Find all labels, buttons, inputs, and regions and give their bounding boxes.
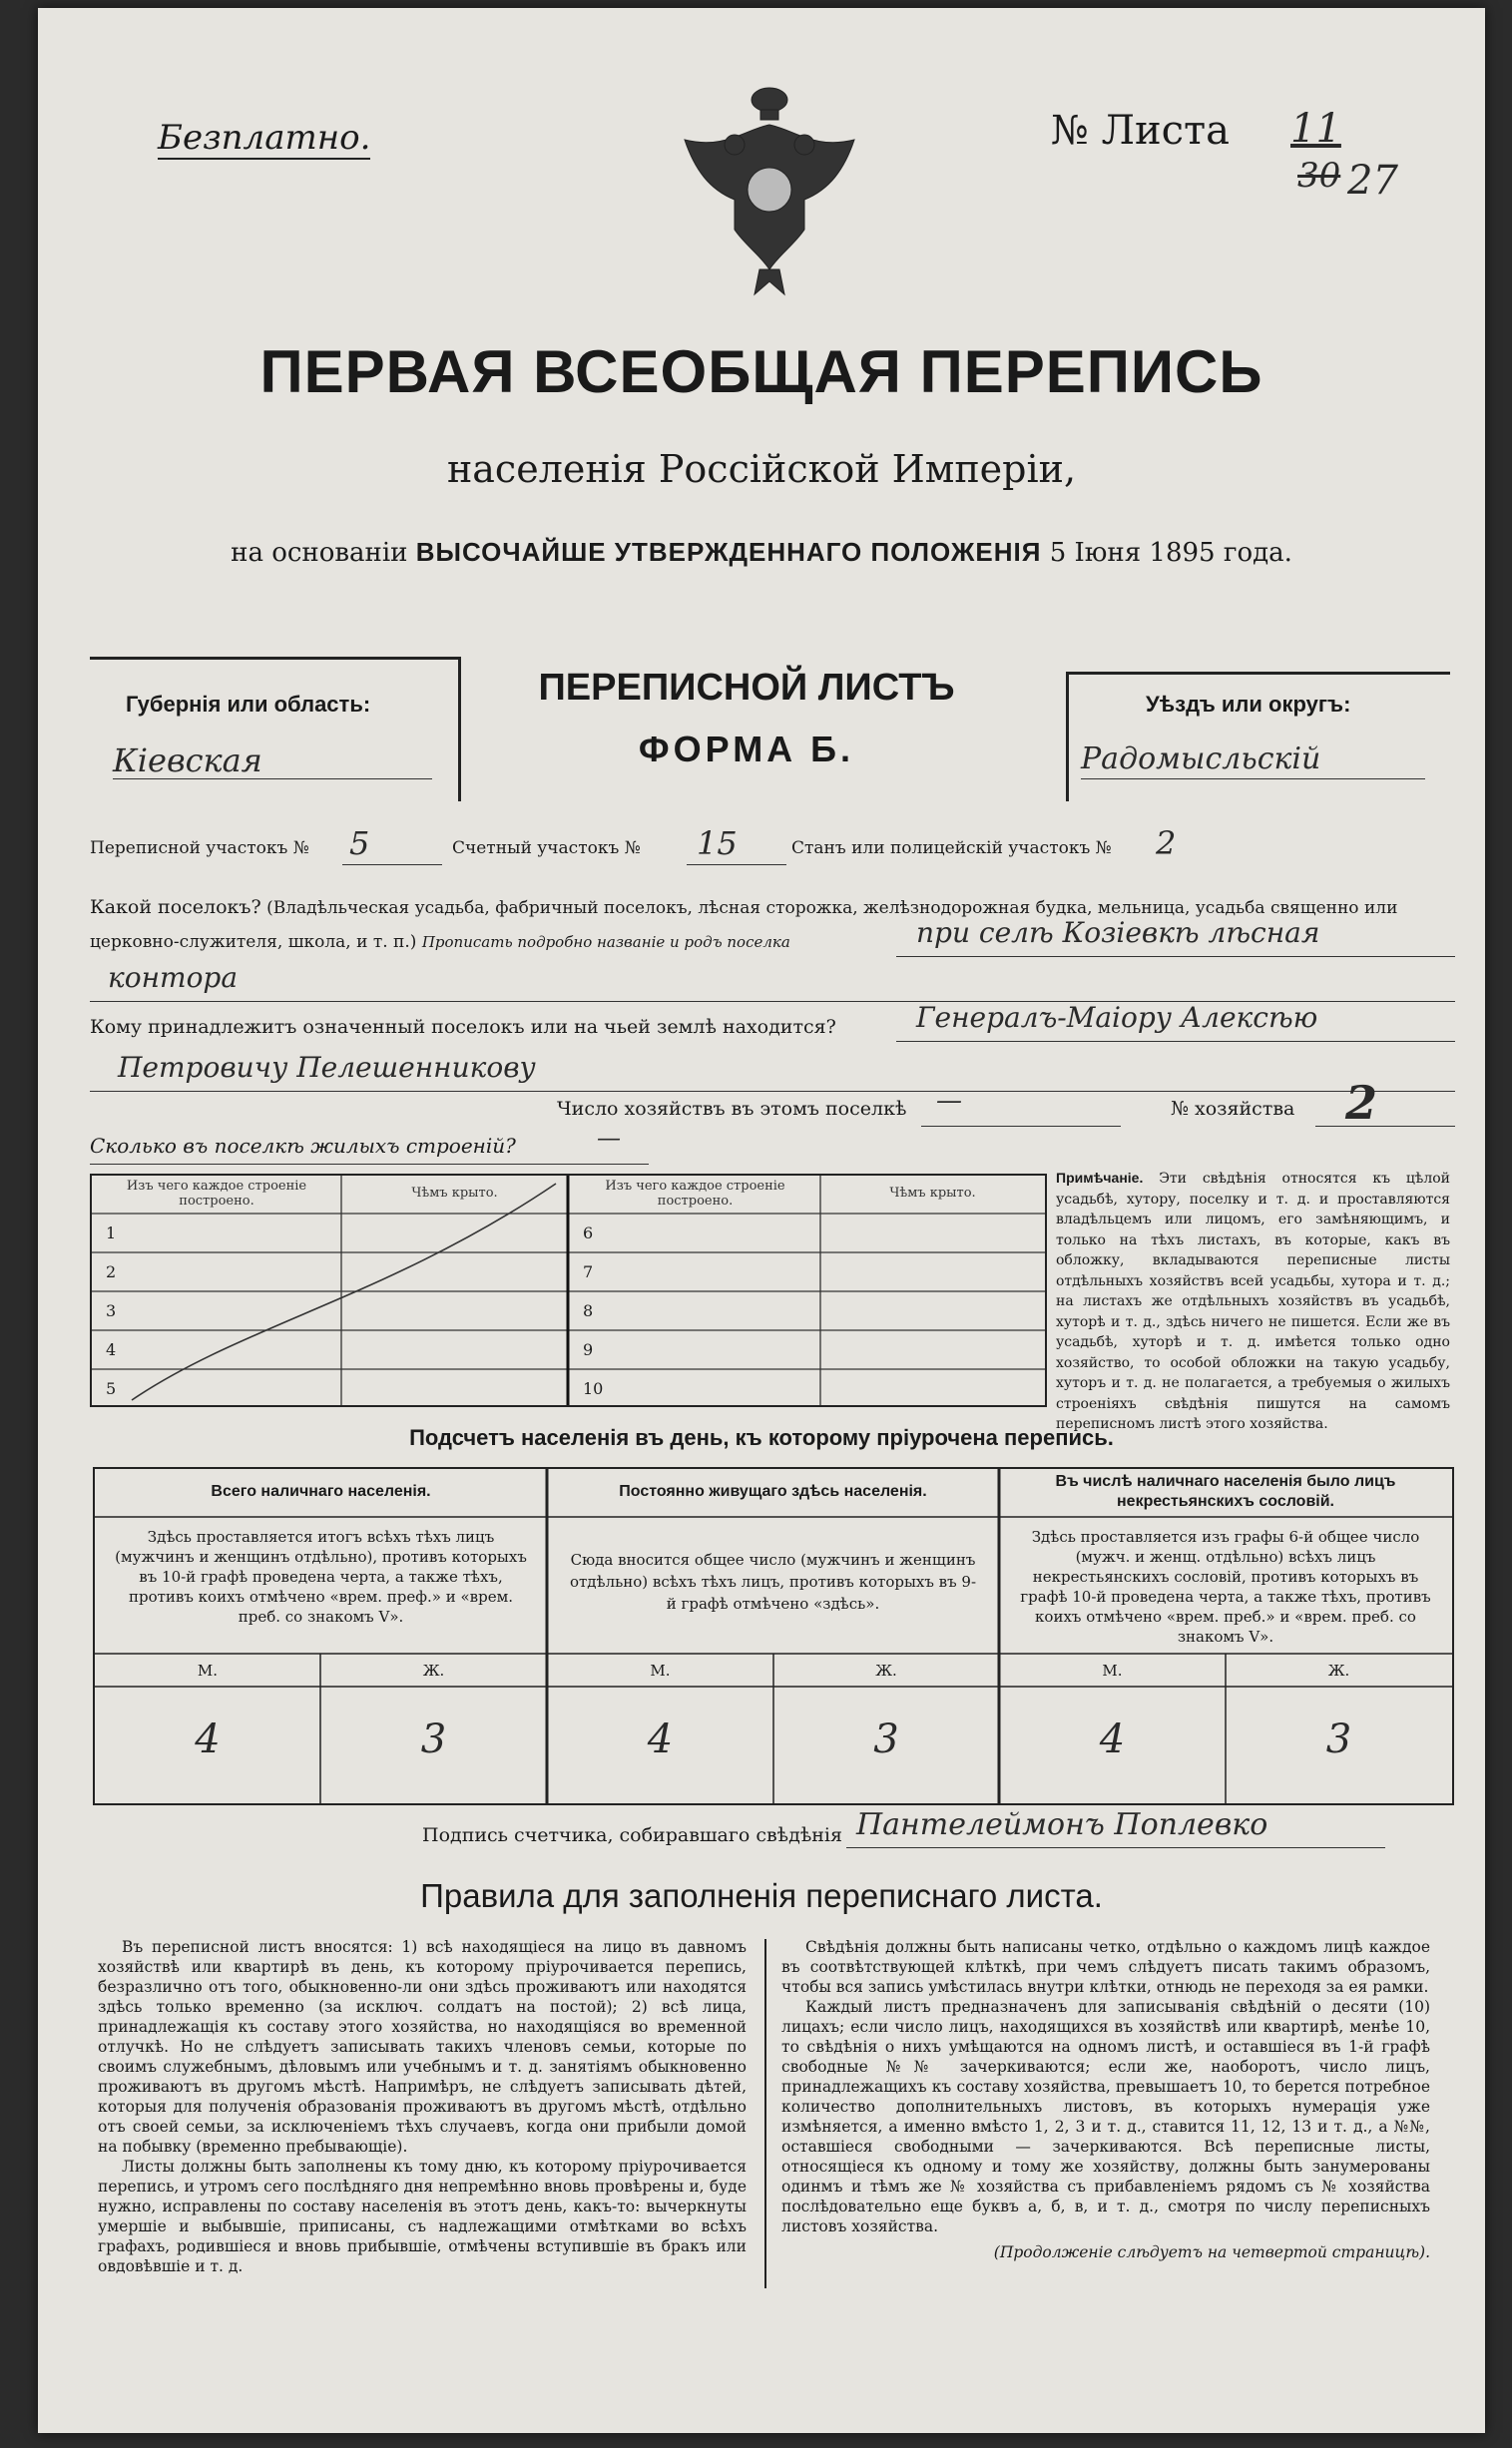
- households-label: Число хозяйствъ въ этомъ поселкѣ: [557, 1098, 907, 1120]
- census-area-value: 5: [349, 824, 370, 862]
- col3-head: Въ числѣ наличнаго населенія было лицъ некрестьянскихъ сословій.: [1055, 1473, 1396, 1510]
- household-no-value: 2: [1345, 1076, 1378, 1130]
- rules-right-column: [781, 1937, 1430, 2262]
- col3-male-head: М.: [1102, 1662, 1123, 1680]
- col1-male-head: М.: [197, 1662, 219, 1680]
- col1-text: Здѣсь проставляется итогъ всѣхъ тѣхъ лицъ (мужчинъ и женщинъ отдѣльно), противъ которыхъ въ 10-й графѣ проведена черта, а также тѣхъ, противъ коихъ отмѣчено «врем. преф.» и «врем. преб. со знакомъ V».: [115, 1528, 527, 1626]
- buildings-label: Сколько въ поселкѣ жилыхъ строеній?: [90, 1134, 516, 1158]
- owner-line-2: [90, 1091, 1455, 1092]
- owner-value-1: Генералъ-Маіору Алексѣю: [916, 1001, 1318, 1034]
- province-box-top: [90, 657, 461, 660]
- count-area-line: [687, 864, 786, 865]
- sheet-number-alt: 27: [1347, 158, 1398, 204]
- households-value: —: [936, 1086, 962, 1116]
- district-box-top: [1066, 672, 1450, 675]
- rules-left-p2: Листы должны быть заполнены къ тому дню, къ которому пріурочивается перепись, и утромъ сего послѣдняго дня непремѣнно вновь провѣрены и, буде нужно, исправлены по составу населенія въ этотъ день, какъ-то: вычеркнуты умершіе и выбывшіе, приписаны, съ надлежащими отмѣтками во всѣхъ графахъ, родившіеся и вновь прибывшіе, отмѣчены вступившіе въ бракъ или овдовѣвшіе и т. д.: [98, 2158, 747, 2275]
- col1-head: Всего наличнаго населенія.: [211, 1483, 431, 1500]
- page-subtitle: населенія Россійской Имперіи,: [446, 447, 1077, 491]
- row-num: 3: [106, 1301, 117, 1320]
- rules-divider: [764, 1939, 766, 2288]
- row-num: 8: [583, 1301, 594, 1320]
- imperial-eagle-icon: [665, 70, 874, 299]
- rules-left-p1: Въ переписной листъ вносятся: 1) всѣ находящіеся на лицо въ давномъ хозяйствѣ или квартирѣ въ день, къ которому пріурочивается перепись, безразлично отъ того, обыкновенно-ли они здѣсь проживаютъ или находятся здѣсь только временно (за исключ. солдатъ на постой); 2) всѣ лица, принадлежащія къ составу этого хозяйства, но находящіяся во временной отлучкѣ. Но не слѣдуетъ записывать такихъ членовъ семьи, которые по своимъ служебнымъ, дѣловымъ или учебнымъ и т. д. занятіямъ обыкновенно проживаютъ въ другомъ мѣстѣ. Напримѣръ, не слѣдуетъ записывать дѣтей, которыя для полученія образованія проживаютъ въ другомъ мѣстѣ, отдѣльно отъ своей семьи, за исключеніемъ тѣхъ случаевъ, когда они прибыли домой на побывку (временно пребывающіе).: [98, 1938, 747, 2156]
- population-table: [93, 1467, 1454, 1805]
- row-num: 2: [106, 1262, 117, 1281]
- col2-head: Постоянно живущаго здѣсь населенія.: [619, 1483, 927, 1500]
- form-type: ФОРМА Б.: [638, 729, 855, 769]
- page-title: ПЕРВАЯ ВСЕОБЩАЯ ПЕРЕПИСЬ: [259, 338, 1263, 405]
- col-material-right: Изъ чего каждое строеніе построено.: [605, 1179, 785, 1209]
- row-num: 9: [583, 1340, 594, 1359]
- row-num: 4: [106, 1340, 117, 1359]
- col-roof-left: Чѣмъ крыто.: [411, 1186, 498, 1201]
- col-roof-right: Чѣмъ крыто.: [889, 1186, 976, 1201]
- province-underline: [113, 778, 432, 779]
- sheet-number-label: № Листа: [1051, 108, 1230, 154]
- basis-line: [38, 537, 1485, 568]
- row-num: 1: [106, 1224, 117, 1242]
- buildings-table-lines: [92, 1176, 1045, 1405]
- col2-male-head: М.: [650, 1662, 671, 1680]
- province-box-right: [458, 657, 461, 801]
- rules-right-p1: Свѣдѣнія должны быть написаны четко, отдѣльно о каждомъ лицѣ каждое въ соотвѣтствующей клѣткѣ, при чемъ слѣдуетъ писать такимъ образомъ, чтобы вся запись умѣстилась внутри клѣтки, отнюдь не переходя за ея рамки.: [781, 1938, 1430, 1996]
- district-label: Уѣздъ или округъ:: [1146, 692, 1351, 717]
- nonpeasant-male-value: 4: [1099, 1716, 1126, 1762]
- resident-female-value: 3: [873, 1716, 899, 1762]
- row-num: 5: [106, 1379, 117, 1398]
- settlement-value-2: контора: [108, 961, 239, 994]
- sheet-number-struck: 30: [1297, 156, 1341, 196]
- col1-female-head: Ж.: [422, 1662, 445, 1680]
- buildings-line: [90, 1164, 649, 1165]
- total-female-value: 3: [420, 1716, 447, 1762]
- province-label: Губернія или область:: [126, 692, 371, 717]
- settlement-hint: (Владѣльческая усадьба, фабричный поселокъ, лѣсная сторожка, желѣзнодорожная будка, мельница, усадьба священно или церковно-служителя, школа, и т. п.): [90, 898, 1398, 952]
- owner-label: Кому принадлежитъ означенный поселокъ или на чьей землѣ находится?: [90, 1016, 836, 1038]
- rules-continued: (Продолженіе слѣдуетъ на четвертой страницѣ).: [993, 2243, 1430, 2261]
- stan-value: 2: [1156, 824, 1177, 862]
- household-no-line: [1315, 1126, 1455, 1127]
- count-area-value: 15: [697, 824, 738, 862]
- district-value: Радомысльскій: [1081, 741, 1321, 776]
- rules-right-p2: Каждый листъ предназначенъ для записыванія свѣдѣній о десяти (10) лицахъ; если число лицъ, находящихся въ хозяйствѣ или квартирѣ, менѣе 10, то свѣдѣнія о нихъ умѣщаются на одномъ листѣ, и оставшіеся въ 1-й графѣ свободные №№ зачеркиваются; если же, наоборотъ, число лицъ, принадлежащихъ къ составу хозяйства, превышаетъ 10, то берется потребное количество дополнительныхъ листовъ, въ которыхъ нумерація уже измѣняется, а именно вмѣсто 1, 2, 3 и т. д., ставится 11, 12, 13 и т. д., а №№, оставшіеся свободными — зачеркиваются. Всѣ переписные листы, относящіеся къ одному и тому же хозяйству, должны быть занумерованы одинмъ и тѣмъ же № хозяйства съ прибавленіемъ рядомъ съ № хозяйства послѣдовательно еще буквъ а, б, в, и т. д., смотря по числу переписныхъ листовъ хозяйства.: [781, 1998, 1430, 2235]
- buildings-value: —: [597, 1124, 621, 1152]
- nonpeasant-female-value: 3: [1325, 1716, 1352, 1762]
- census-area-line: [342, 864, 442, 865]
- form-title: ПЕРЕПИСНОЙ ЛИСТЪ: [538, 667, 955, 709]
- basis-prefix: на основаніи: [231, 538, 408, 568]
- basis-date: 5 Іюня 1895 года.: [1049, 538, 1292, 568]
- total-male-value: 4: [195, 1716, 221, 1762]
- settlement-line-1: [896, 956, 1455, 957]
- population-title: Подсчетъ населенія въ день, къ которому пріурочена перепись.: [409, 1425, 1114, 1450]
- rules-title: Правила для заполненія переписнаго листа.: [420, 1877, 1103, 1914]
- province-value: Кіевская: [113, 741, 262, 779]
- free-label: Безплатно.: [158, 118, 371, 158]
- household-no-label: № хозяйства: [1171, 1098, 1295, 1120]
- buildings-table: [90, 1174, 1047, 1407]
- row-num: 10: [583, 1379, 604, 1398]
- households-line: [921, 1126, 1121, 1127]
- district-box-left: [1066, 672, 1069, 801]
- signature-label: Подпись счетчика, собиравшаго свѣдѣнія: [422, 1824, 842, 1846]
- note-title: Примѣчаніе.: [1056, 1170, 1144, 1186]
- row-num: 7: [583, 1262, 594, 1281]
- count-area-label: Счетный участокъ №: [452, 838, 641, 858]
- sheet-number-value: 11: [1290, 106, 1341, 152]
- stan-label: Станъ или полицейскій участокъ №: [791, 838, 1112, 858]
- census-area-label: Переписной участокъ №: [90, 838, 309, 858]
- note-block: [1056, 1168, 1450, 1435]
- col2-female-head: Ж.: [875, 1662, 897, 1680]
- rules-left-column: [98, 1937, 747, 2276]
- signature-line: [846, 1847, 1385, 1848]
- settlement-hint2: Прописать подробно названіе и родъ поселка: [421, 933, 790, 951]
- col-material-left: Изъ чего каждое строеніе построено.: [126, 1179, 307, 1209]
- census-sheet: [38, 8, 1485, 2433]
- note-text: Эти свѣдѣнія относятся къ цѣлой усадьбѣ, хутору, поселку и т. д. и проставляются владѣльцемъ или лицомъ, его замѣняющимъ, и только на тѣхъ листахъ, въ которые, какъ въ обложку, вкладываются переписные листы отдѣльныхъ хозяйствъ всей усадьбы, хутора и т. д.; на листахъ же отдѣльныхъ хозяйствъ въ усадьбѣ, хуторѣ и т. д., здѣсь ничего не пишется. Если же въ усадьбѣ, хуторѣ и т. д. имѣется только одно хозяйство, то особой обложки на такую усадьбу, хуторъ и т. д. не полагается, а требуемыя о жилыхъ строеніяхъ свѣдѣнія пишутся на самомъ переписномъ листѣ этого хозяйства.: [1056, 1171, 1450, 1432]
- settlement-label: Какой поселокъ?: [90, 896, 261, 918]
- settlement-value-1: при селѣ Козіевкѣ лѣсная: [916, 916, 1320, 949]
- signature-value: Пантелеймонъ Поплевко: [856, 1807, 1268, 1842]
- resident-male-value: 4: [647, 1716, 674, 1762]
- col3-female-head: Ж.: [1327, 1662, 1350, 1680]
- col2-text: Сюда вносится общее число (мужчинъ и женщинъ отдѣльно) всѣхъ тѣхъ лицъ, противъ которыхъ въ 9-й графѣ отмѣчено «здѣсь».: [569, 1551, 977, 1613]
- row-num: 6: [583, 1224, 594, 1242]
- owner-value-2: Петровичу Пелешенникову: [118, 1051, 536, 1084]
- basis-caps: ВЫСОЧАЙШЕ УТВЕРЖДЕННАГО ПОЛОЖЕНІЯ: [415, 537, 1042, 567]
- col3-text: Здѣсь проставляется изъ графы 6-й общее число (мужч. и женщ. отдѣльно) всѣхъ лицъ некрестьянскихъ сословій, противъ которыхъ въ графѣ 10-й проведена черта, а также тѣхъ, противъ коихъ отмѣчено «врем. преб.» и «врем. преб. со знакомъ V».: [1020, 1528, 1431, 1646]
- district-underline: [1081, 778, 1425, 779]
- owner-line-1: [896, 1041, 1455, 1042]
